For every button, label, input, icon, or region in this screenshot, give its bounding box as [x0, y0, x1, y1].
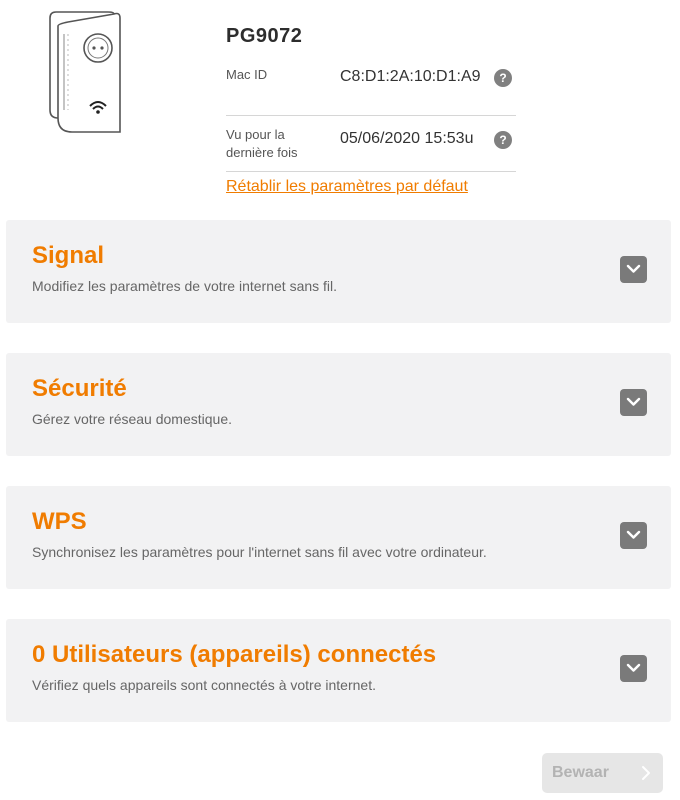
- panel-description: Synchronisez les paramètres pour l'internet sans fil avec votre ordinateur.: [32, 544, 487, 560]
- mac-id-label: Mac ID: [226, 67, 268, 82]
- device-image: [44, 10, 128, 136]
- panel-title: WPS: [32, 508, 87, 535]
- save-button-label: Bewaar: [552, 764, 609, 781]
- save-button[interactable]: [542, 753, 663, 793]
- mac-id-value: C8:D1:2A:10:D1:A9: [340, 68, 481, 85]
- mac-id-row: [226, 62, 516, 116]
- last-seen-label: Vu pour la dernière fois: [226, 127, 298, 160]
- panel-security[interactable]: [6, 353, 671, 456]
- panel-connected-users[interactable]: [6, 619, 671, 722]
- chevron-down-icon[interactable]: [620, 256, 647, 283]
- last-seen-value: 05/06/2020 15:53u: [340, 130, 474, 147]
- panel-description: Gérez votre réseau domestique.: [32, 411, 232, 427]
- reset-defaults-link[interactable]: Rétablir les paramètres par défaut: [226, 178, 468, 195]
- last-seen-help-icon[interactable]: ?: [494, 131, 512, 149]
- powerline-adapter-icon: [44, 10, 128, 136]
- chevron-down-icon[interactable]: [620, 522, 647, 549]
- panel-description: Vérifiez quels appareils sont connectés à votre internet.: [32, 677, 376, 693]
- panel-title: Sécurité: [32, 375, 127, 402]
- panel-wps[interactable]: [6, 486, 671, 589]
- device-info: [226, 22, 516, 172]
- panel-description: Modifiez les paramètres de votre internet sans fil.: [32, 278, 338, 294]
- panel-title: Signal: [32, 242, 105, 269]
- device-name: PG9072: [226, 25, 303, 47]
- chevron-right-icon: [641, 765, 651, 781]
- chevron-down-icon[interactable]: [620, 389, 647, 416]
- mac-help-icon[interactable]: ?: [494, 69, 512, 87]
- panel-signal[interactable]: [6, 220, 671, 323]
- chevron-down-icon[interactable]: [620, 655, 647, 682]
- last-seen-row: [226, 116, 516, 172]
- panel-title: 0 Utilisateurs (appareils) connectés: [32, 641, 437, 668]
